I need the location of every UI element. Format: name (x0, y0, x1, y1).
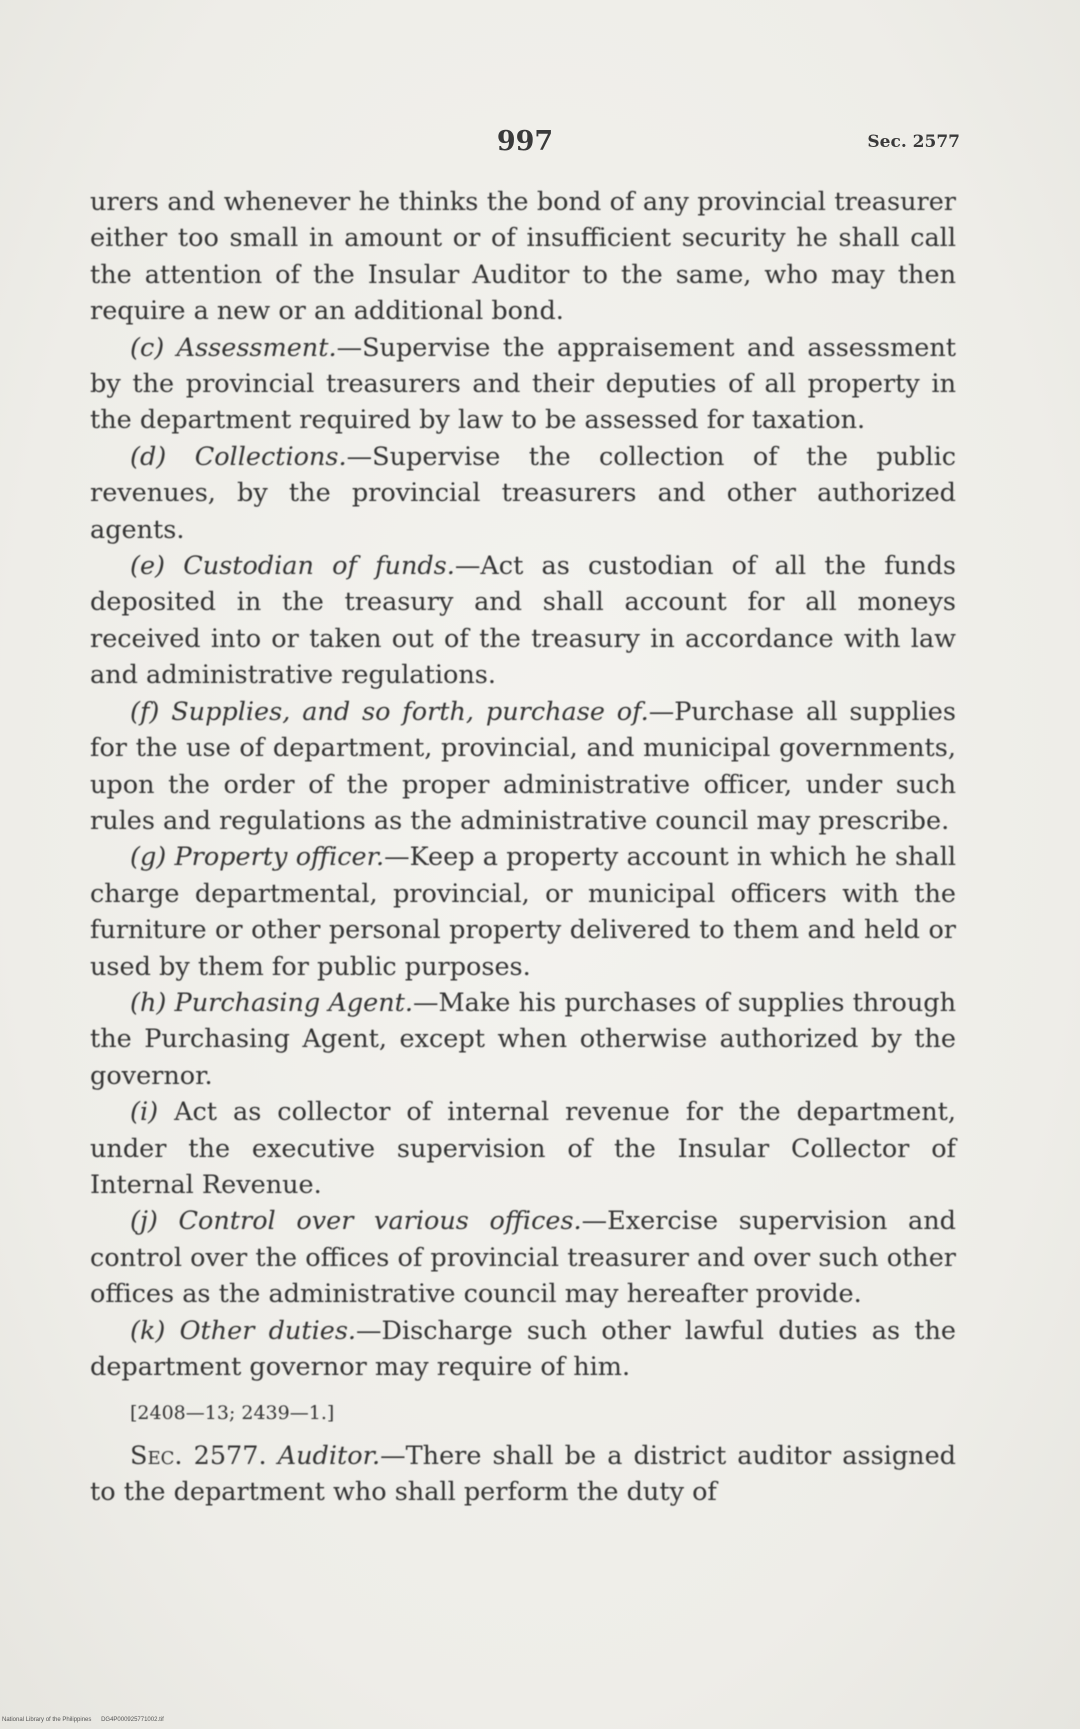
running-section-ref: Sec. 2577 (867, 132, 960, 152)
footer-id: DG4P000925771002.tif (101, 1717, 164, 1723)
paragraph-text: —Act as custodian of all the funds deposited in the treasury and shall account for all moneys received into or taken out of the treasury in accordance with law and administrative regulations. (90, 551, 957, 691)
scan-footer (2, 1717, 172, 1723)
paragraph-text: —Supervise the appraisement and assessment by the provincial treasurers and their deputies of all property in the department required by law to be assessed for taxation. (90, 332, 957, 436)
paragraph-text: —Make his purchases of supplies through the Purchasing Agent, except when otherwise authorized by the governor. (90, 987, 956, 1091)
paragraph-i-internal-revenue (90, 1094, 956, 1203)
paragraph-text: —Discharge such other lawful duties as the department governor may require of him. (90, 1315, 956, 1382)
paragraph-text: —Purchase all supplies for the use of department, provincial, and municipal governments, upon the order of the proper administrative officer, under such rules and regulations as the administrative council may prescribe. (90, 696, 956, 836)
page-header (90, 126, 960, 166)
source-citation: [2408—13; 2439—1.] (130, 1402, 335, 1425)
paragraph-title: Custodian of funds. (183, 551, 455, 582)
section-title: Auditor. (277, 1440, 381, 1471)
paragraph-k-other-duties (90, 1313, 956, 1386)
paragraph-text: —Supervise the collection of the public revenues, by the provincial treasurers and other authorized agents. (90, 441, 957, 545)
paragraph-label: (g) (130, 842, 167, 873)
paragraph-label: (c) (130, 332, 165, 363)
paragraph-j-control-offices (90, 1203, 956, 1312)
paragraph-title: Other duties. (179, 1315, 357, 1346)
paragraph-text: —Keep a property account in which he shall charge departmental, provincial, or municipal officers with the furniture or other personal property delivered to them and held or used by them for public purposes. (90, 842, 956, 982)
paragraph-g-property-officer (90, 839, 956, 985)
section-prefix: Sec. (130, 1440, 183, 1471)
paragraph-title: Collections. (194, 441, 347, 472)
paragraph-continuation (90, 184, 956, 330)
paragraph-f-supplies (90, 694, 956, 840)
paragraph-title: Property officer. (174, 842, 385, 873)
section-text: —There shall be a district auditor assigned to the department who shall perform the duty of (90, 1440, 956, 1508)
paragraph-title: Control over various offices. (178, 1206, 582, 1237)
page-number: 997 (496, 126, 554, 157)
paragraph-e-custodian (90, 548, 956, 694)
section-number: 2577. (182, 1440, 278, 1471)
paragraph-label: (e) (130, 551, 165, 582)
paragraph-title: Purchasing Agent. (174, 987, 414, 1018)
paragraph-label: (f) (130, 696, 160, 727)
paragraph-h-purchasing-agent (90, 985, 956, 1094)
paragraph-text: Act as collector of internal revenue for the department, under the executive supervision of the Insular Collector of Internal Revenue. (90, 1097, 956, 1200)
paragraph-c-assessment (90, 330, 956, 439)
paragraph-label: (d) (130, 441, 167, 472)
paragraph-label: (h) (130, 987, 167, 1018)
paragraph-label: (k) (130, 1315, 166, 1346)
paragraph-label: (j) (130, 1206, 158, 1237)
section-2577 (90, 1438, 956, 1511)
paragraph-label: (i) (130, 1097, 159, 1128)
paragraph-title: Supplies, and so forth, purchase of. (171, 696, 649, 727)
paragraph-title: Assessment. (176, 332, 337, 363)
body-text (90, 184, 956, 1511)
paragraph-text: urers and whenever he thinks the bond of any provincial treasurer either too small in amount or of insufficient security he shall call the attention of the Insular Auditor to the same, who may then require a new or an additional bond. (90, 187, 956, 327)
paragraph-d-collections (90, 439, 956, 548)
footer-library: National Library of the Philippines (2, 1717, 92, 1723)
paragraph-text: —Exercise supervision and control over the offices of provincial treasurer and over such other offices as the administrative council may hereafter provide. (90, 1206, 956, 1310)
